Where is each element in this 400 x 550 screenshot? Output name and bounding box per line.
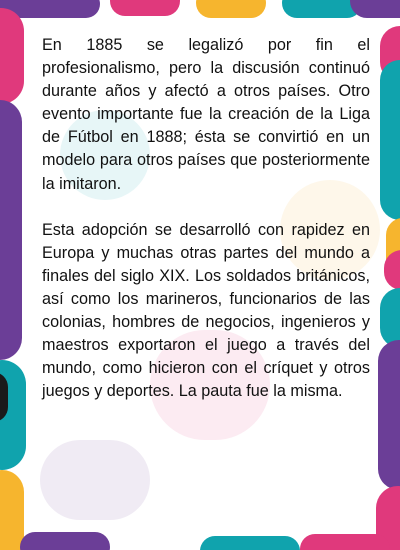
left-purple-blob xyxy=(0,100,22,360)
paragraph-2: Esta adopción se desarrolló con rapidez en Europa y muchas otras partes del mundo a finales del siglo XIX. Los soldados británicos, así como los marineros, funcionarios de las colonias, hombres de negocios, ingenieros y maestros exportaron el juego a través del mundo, como hicieron con el críquet y otros juegos y deportes. La pauta fue la misma. xyxy=(42,220,370,401)
faint-purple-blob xyxy=(40,440,150,520)
body-text xyxy=(42,34,370,426)
bottom-purple-blob xyxy=(20,532,110,550)
left-pink-blob xyxy=(0,8,24,104)
right-teal-blob xyxy=(380,60,400,220)
bottom-teal-blob xyxy=(200,536,300,550)
top-yellow-blob xyxy=(196,0,266,18)
right-purple-blob xyxy=(378,340,400,490)
left-yellow-blob xyxy=(0,470,24,550)
top-pink-blob xyxy=(110,0,180,16)
top-right-purple-blob xyxy=(350,0,400,18)
bottom-pink-blob xyxy=(300,534,390,550)
right-teal-blob-2 xyxy=(380,288,400,348)
paragraph-1: En 1885 se legalizó por fin el profesionalismo, pero la discusión continuó durante años y afectó a otros países. Otro evento importante fue la creación de la Liga de Fútbol en 1888; ésta se convirtió en un modelo para otros países que posteriormente la imitaron. xyxy=(42,36,370,193)
